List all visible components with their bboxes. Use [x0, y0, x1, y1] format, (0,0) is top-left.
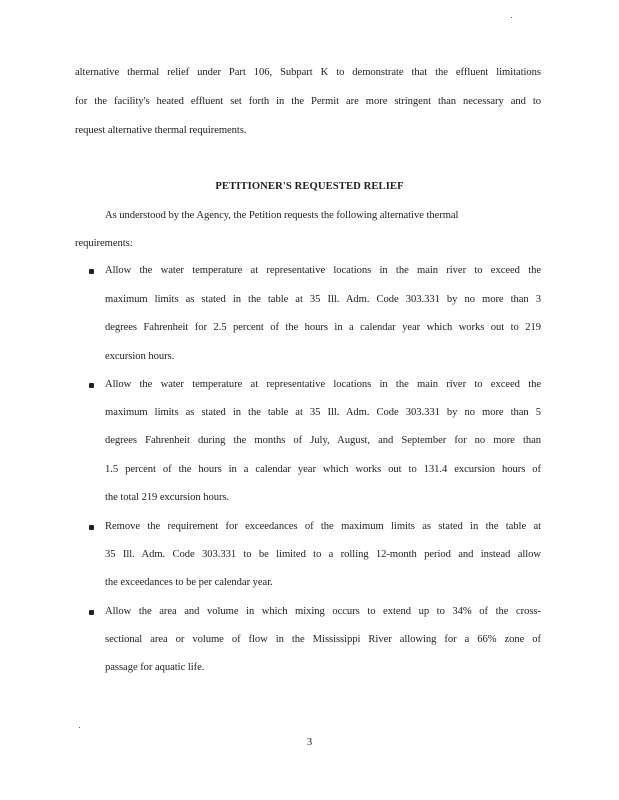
bullet-2-line: the total 219 excursion hours.	[105, 492, 230, 503]
bullet-1-line: Allow the water temperature at representative locations in the main river to exceed the	[105, 265, 541, 276]
section-heading: PETITIONER'S REQUESTED RELIEF	[215, 181, 404, 192]
bullet-marker	[89, 269, 94, 274]
page-number: 3	[306, 737, 313, 748]
bullet-1-line: excursion hours.	[105, 351, 175, 362]
bullet-marker	[89, 525, 94, 530]
scan-speck	[511, 17, 512, 18]
lead-line: requirements:	[75, 238, 133, 249]
bullet-marker	[89, 383, 94, 388]
bullet-2-line: Allow the water temperature at representative locations in the main river to exceed the	[105, 379, 541, 390]
bullet-4-line: sectional area or volume of flow in the Mississippi River allowing for a 66% zone of	[105, 634, 541, 645]
intro-line: request alternative thermal requirements.	[75, 125, 247, 136]
bullet-2-line: maximum limits as stated in the table at 35 Ill. Adm. Code 303.331 by no more than 5	[105, 407, 541, 418]
bullet-4-line: Allow the area and volume in which mixing occurs to extend up to 34% of the cross-	[105, 606, 541, 617]
bullet-1-line: maximum limits as stated in the table at 35 Ill. Adm. Code 303.331 by no more than 3	[105, 294, 541, 305]
bullet-2-line: degrees Fahrenheit during the months of July, August, and September for no more than	[105, 435, 541, 446]
bullet-4-line: passage for aquatic life.	[105, 662, 205, 673]
bullet-3-line: the exceedances to be per calendar year.	[105, 577, 273, 588]
lead-line: As understood by the Agency, the Petition requests the following alternative thermal	[105, 210, 459, 221]
intro-line: alternative thermal relief under Part 106, Subpart K to demonstrate that the effluent limitations	[75, 67, 541, 78]
intro-line: for the facility's heated effluent set forth in the Permit are more stringent than necessary and to	[75, 96, 541, 107]
scan-speck	[79, 727, 80, 728]
bullet-1-line: degrees Fahrenheit for 2.5 percent of the hours in a calendar year which works out to 219	[105, 322, 541, 333]
bullet-3-line: Remove the requirement for exceedances of the maximum limits as stated in the table at	[105, 521, 541, 532]
bullet-2-line: 1.5 percent of the hours in a calendar year which works out to 131.4 excursion hours of	[105, 464, 541, 475]
bullet-3-line: 35 Ill. Adm. Code 303.331 to be limited to a rolling 12-month period and instead allow	[105, 549, 541, 560]
bullet-marker	[89, 610, 94, 615]
